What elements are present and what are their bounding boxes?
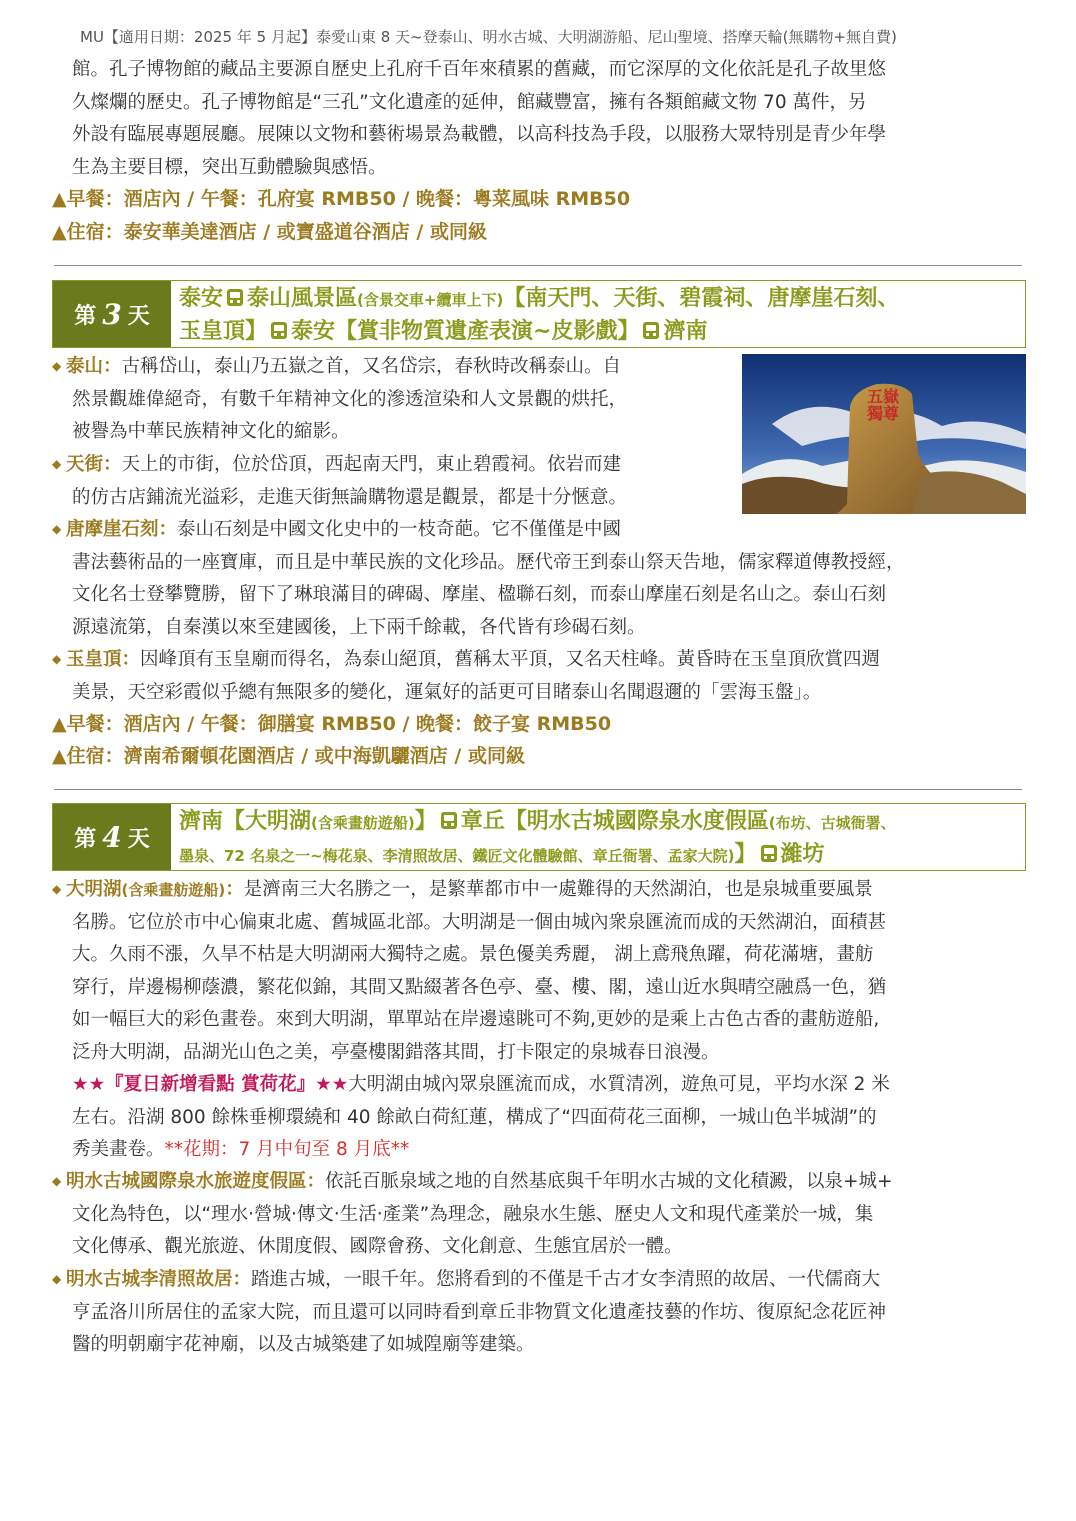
day2-hotel: ▲住宿：泰安華美達酒店 / 或寶盛道谷酒店 / 或同級 <box>52 221 487 243</box>
day4-header <box>52 803 1026 871</box>
day3-meals: ▲早餐：酒店內 / 午餐：御膳宴 RMB50 / 晚餐：餃子宴 RMB50 <box>52 713 612 735</box>
title-text: 泰安【賞非物質遺產表演~皮影戲】 <box>291 319 640 344</box>
item-text: 古稱岱山，泰山乃五嶽之首，又名岱宗，春秋時改稱泰山。自 <box>121 356 622 377</box>
diamond-bullet-icon: ◆ <box>52 359 62 373</box>
item-text: 秀美畫卷。 <box>72 1139 165 1160</box>
diamond-bullet-icon: ◆ <box>52 882 62 896</box>
item-keyword: ： <box>225 879 244 900</box>
item-text: 源遠流第，自秦漢以來至建國後，上下兩千餘載，各代皆有珍碣石刻。 <box>72 616 646 638</box>
bus-icon <box>761 845 777 862</box>
title-text: 】 <box>414 809 437 834</box>
taishan-rock-illustration <box>742 354 1026 514</box>
item-text: 大。久雨不漲，久旱不枯是大明湖兩大獨特之處。景色優美秀麗， 湖上鳶飛魚躍，荷花滿塘，畫舫 <box>72 944 874 965</box>
intro-line: 外設有臨展專題展廳。展陳以文物和藝術場景為載體，以高科技為手段，以服務大眾特別是青少年學 <box>72 124 887 145</box>
item-text: 天上的市街，位於岱頂，西起南天門，東止碧霞祠。依岩而建 <box>121 454 622 475</box>
day3-hotel: ▲住宿：濟南希爾頓花園酒店 / 或中海凱驪酒店 / 或同級 <box>52 745 525 767</box>
diamond-bullet-icon: ◆ <box>52 522 62 536</box>
day4-title <box>179 806 1019 872</box>
title-text: 濟南【大明湖 <box>179 809 312 834</box>
day-suffix: 天 <box>127 826 150 852</box>
item-text: 名勝。它位於市中心偏東北處、舊城區北部。大明湖是一個由城內衆泉匯流而成的天然湖泊，面積甚 <box>72 911 887 933</box>
mingshui-resort-item <box>52 1165 1027 1264</box>
title-text: 濟南 <box>663 319 708 344</box>
museum-paragraph <box>72 54 1027 184</box>
tour-header: MU【適用日期：2025 年 5 月起】泰愛山東 8 天~登泰山、明水古城、大明湖游船、尼山聖境、搭摩天輪(無購物+無自費) <box>80 28 897 46</box>
title-note: (含景交車+纜車上下) <box>357 291 504 309</box>
taishan-item <box>52 350 732 449</box>
item-text: 文化名士登攀覽勝，留下了琳琅滿目的碑碣、摩崖、楹聯石刻，而泰山摩崖石刻是名山之。泰山石刻 <box>72 584 887 605</box>
divider <box>54 265 1022 266</box>
bus-icon <box>271 322 287 339</box>
title-text: 【南天門、天街、碧霞祠、唐摩崖石刻、 <box>503 286 900 311</box>
item-keyword: 唐摩崖石刻： <box>66 519 178 540</box>
item-keyword-note: (含乘畫舫遊船) <box>121 881 226 899</box>
item-keyword: 明水古城李清照故居： <box>66 1269 252 1290</box>
diamond-bullet-icon: ◆ <box>52 1272 62 1286</box>
intro-line: 生為主要目標，突出互動體驗與感悟。 <box>72 156 387 178</box>
rock-inscription: 五嶽獨尊 <box>866 387 899 423</box>
bus-icon <box>643 322 659 339</box>
intro-line: 久燦爛的歷史。孔子博物館是“三孔”文化遺產的延伸，館藏豐富，擁有各類館藏文物 70 萬件，另 <box>72 91 867 113</box>
day-number: 4 <box>102 820 122 854</box>
diamond-bullet-icon: ◆ <box>52 1174 62 1188</box>
day-suffix: 天 <box>127 303 150 329</box>
item-text: 如一幅巨大的彩色畫卷。來到大明湖，單單站在岸邊遠眺可不夠,更妙的是乘上古色古香的畫舫遊船, <box>72 1009 880 1030</box>
title-text: 濰坊 <box>780 842 825 867</box>
day-number: 3 <box>102 297 122 331</box>
day3-title <box>179 283 1019 348</box>
item-text: 因峰頂有玉皇廟而得名，為泰山絕頂，舊稱太平頂，又名天柱峰。黃昏時在玉皇頂欣賞四週 <box>140 649 881 670</box>
tang-moya-item <box>52 513 1027 644</box>
item-text: 依託百脈泉域之地的自然基底與千年明水古城的文化積澱，以泉+城+ <box>325 1171 893 1192</box>
intro-line: 館。孔子博物館的藏品主要源自歷史上孔府千百年來積累的舊藏，而它深厚的文化依託是孔子故里悠 <box>72 59 887 80</box>
day4-label <box>53 804 171 870</box>
diamond-bullet-icon: ◆ <box>52 652 62 666</box>
item-text: 踏進古城，一眼千年。您將看到的不僅是千古才女李清照的故居、一代儒商大 <box>251 1269 881 1290</box>
item-keyword: 大明湖 <box>66 879 122 900</box>
item-text: 醫的明朝廟宇花神廟，以及古城築建了如城隍廟等建築。 <box>72 1334 535 1355</box>
item-text: 書法藝術品的一座寶庫，而且是中華民族的文化珍品。歷代帝王到泰山祭天告地，儒家釋道傳教授經， <box>72 551 905 573</box>
item-text: 穿行，岸邊楊柳蔭濃，繁花似錦，其間又點綴著各色亭、臺、樓、閣，遠山近水與晴空融爲一色，猶 <box>72 976 887 998</box>
item-text: 泛舟大明湖，品湖光山色之美，亭臺樓閣錯落其間，打卡限定的泉城春日浪漫。 <box>72 1041 720 1063</box>
taishan-photo <box>742 354 1026 514</box>
day3-label <box>53 281 171 347</box>
item-keyword: 泰山： <box>66 356 122 377</box>
item-text: 是濟南三大名勝之一，是繁華都市中一處難得的天然湖泊，也是泉城重要風景 <box>243 879 873 900</box>
summer-highlight: ★★『夏日新增看點 賞荷花』★★ <box>72 1074 349 1095</box>
day3-header <box>52 280 1026 348</box>
item-text: 大明湖由城內眾泉匯流而成，水質清冽，遊魚可見，平均水深 2 米 <box>348 1074 890 1095</box>
title-text: 】 <box>734 842 757 867</box>
title-text: 玉皇頂】 <box>179 319 268 344</box>
item-keyword: 明水古城國際泉水旅遊度假區： <box>66 1171 326 1192</box>
item-text: 然景觀雄偉絕奇，有數千年精神文化的滲透渲染和人文景觀的烘托， <box>72 388 628 410</box>
bloom-period-note: **花期：7 月中旬至 8 月底** <box>164 1139 410 1160</box>
title-text: 泰山風景區 <box>247 286 358 311</box>
title-text: 章丘【明水古城國際泉水度假區 <box>460 809 769 834</box>
divider <box>54 789 1022 790</box>
item-text: 美景，天空彩霞似乎總有無限多的變化，運氣好的話更可目睹泰山名聞遐邇的「雲海玉盤」。 <box>72 681 822 703</box>
diamond-bullet-icon: ◆ <box>52 457 62 471</box>
yuhuang-item <box>52 643 1027 709</box>
day-prefix: 第 <box>74 303 97 329</box>
item-text: 文化為特色，以“理水·營城·傳文·生活·產業”為理念，融泉水生態、歷史人文和現代產業於一城，集 <box>72 1203 874 1225</box>
item-text: 泰山石刻是中國文化史中的一枝奇葩。它不僅僅是中國 <box>177 519 622 540</box>
daming-lake-item <box>52 873 1027 1167</box>
title-note: (布坊、古城衙署、 <box>768 814 896 832</box>
item-keyword: 玉皇頂： <box>66 649 141 670</box>
day2-meals: ▲早餐：酒店內 / 午餐：孔府宴 RMB50 / 晚餐：粵菜風味 RMB50 <box>52 188 631 210</box>
bus-icon <box>441 812 457 829</box>
title-note: (含乘畫舫遊船) <box>311 814 415 832</box>
tianjie-item <box>52 448 732 514</box>
day-prefix: 第 <box>74 826 97 852</box>
li-qingzhao-item <box>52 1263 1027 1362</box>
item-text: 的仿古店鋪流光溢彩，走進天街無論購物還是觀景，都是十分愜意。 <box>72 486 628 508</box>
bus-icon <box>227 289 243 306</box>
item-text: 亨孟洛川所居住的孟家大院，而且還可以同時看到章丘非物質文化遺產技藝的作坊、復原紀念花匠神 <box>72 1301 887 1323</box>
item-text: 左右。沿湖 800 餘株垂柳環繞和 40 餘畝白荷紅蓮，構成了“四面荷花三面柳，一城山色半城湖”的 <box>72 1106 877 1128</box>
title-note: 墨泉、72 名泉之一~梅花泉、李清照故居、鐵匠文化體驗館、章丘衙署、孟家大院) <box>179 847 735 865</box>
item-keyword: 天街： <box>66 454 122 475</box>
item-text: 文化傳承、觀光旅遊、休閒度假、國際會務、文化創意、生態宜居於一體。 <box>72 1236 683 1257</box>
item-text: 被譽為中華民族精神文化的縮影。 <box>72 421 350 442</box>
title-text: 泰安 <box>179 286 224 311</box>
